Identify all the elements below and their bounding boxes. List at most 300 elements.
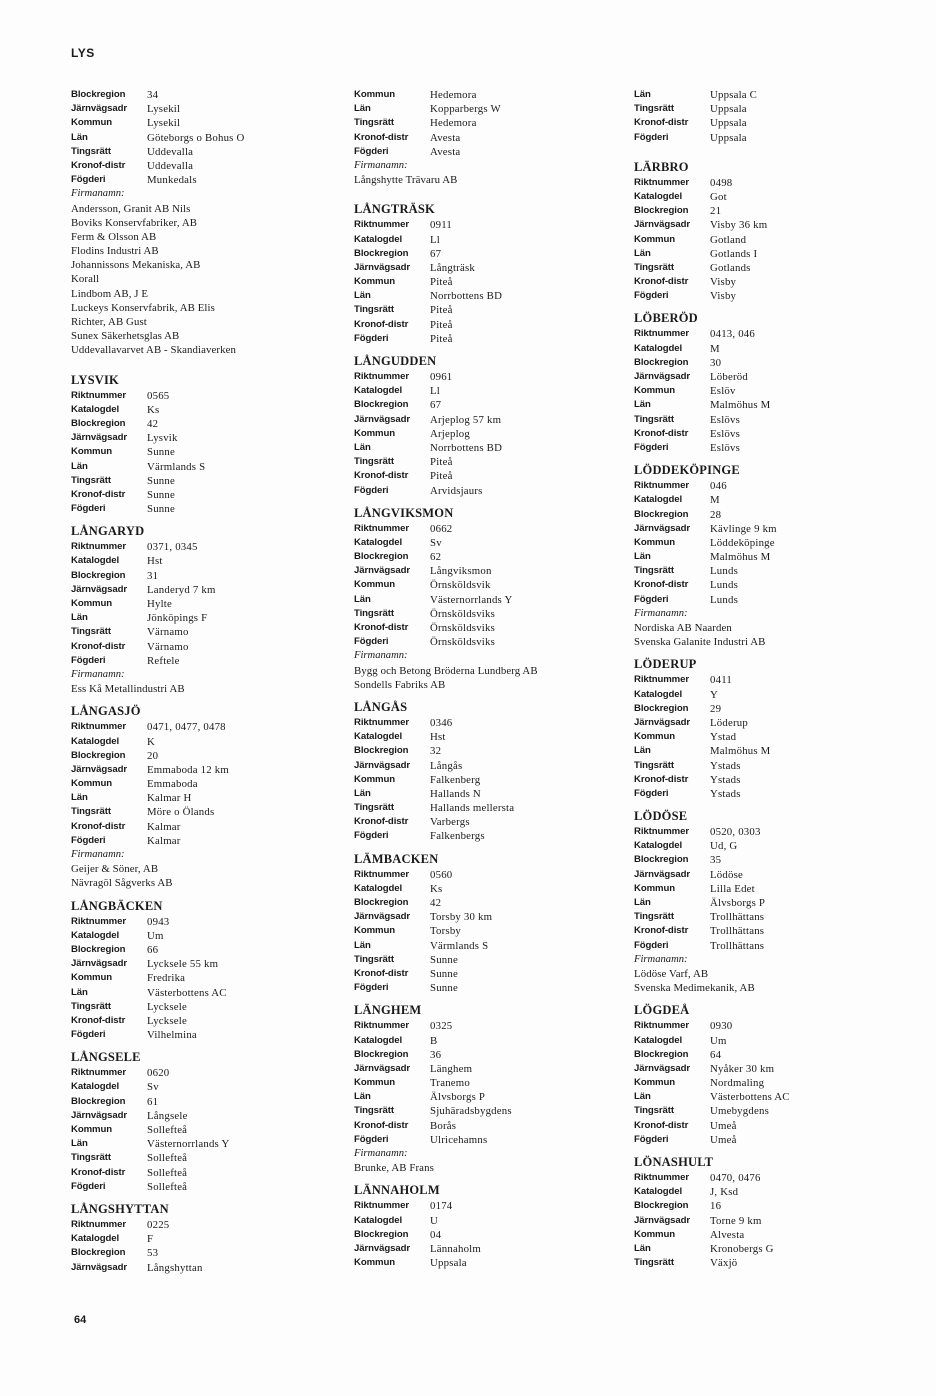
field-row <box>71 1080 341 1094</box>
field-label: Tingsrätt <box>634 759 674 771</box>
field-label: Katalogdel <box>354 536 403 548</box>
field-value: Uppsala <box>430 1257 467 1270</box>
field-label: Katalogdel <box>354 233 403 245</box>
field-row <box>354 981 624 995</box>
field-label: Kommun <box>634 1077 675 1089</box>
field-row <box>634 275 904 289</box>
field-row <box>634 773 904 787</box>
field-value: 0411 <box>710 674 732 687</box>
page-header: LYS <box>71 46 95 60</box>
field-value: Kävlinge 9 km <box>710 522 777 535</box>
field-label: Kronof-distr <box>354 470 409 482</box>
field-row <box>71 131 341 145</box>
field-label: Kommun <box>354 1257 395 1269</box>
field-row <box>71 389 341 403</box>
field-value: Västerbottens AC <box>710 1091 790 1104</box>
field-label: Riktnummer <box>634 480 689 492</box>
field-row <box>71 1066 341 1080</box>
field-row <box>71 159 341 173</box>
field-label: Län <box>71 986 88 998</box>
field-value: Lännaholm <box>430 1242 481 1255</box>
field-label: Järnvägsadr <box>634 1062 690 1074</box>
field-label: Län <box>71 612 88 624</box>
field-value: Ks <box>147 403 160 416</box>
field-row <box>634 673 904 687</box>
field-value: Falkenberg <box>430 773 481 786</box>
field-value: J, Ksd <box>710 1186 739 1199</box>
field-value: Uppsala <box>710 131 747 144</box>
field-label: Kommun <box>354 89 395 100</box>
field-row <box>634 1019 904 1033</box>
field-label: Län <box>354 593 371 605</box>
field-value: 0520, 0303 <box>710 826 761 839</box>
field-row <box>634 398 904 412</box>
field-value: 0961 <box>430 371 453 383</box>
field-row <box>634 479 904 493</box>
field-value: M <box>710 342 720 355</box>
company-name: Brunke, AB Frans <box>354 1162 434 1175</box>
field-label: Län <box>354 103 371 115</box>
field-value: Ystad <box>710 731 737 744</box>
field-value: Torsby 30 km <box>430 911 493 924</box>
field-label: Katalogdel <box>71 929 120 941</box>
field-row <box>354 1256 624 1270</box>
field-label: Län <box>354 290 371 302</box>
field-row <box>71 1000 341 1014</box>
field-value: Värnamo <box>147 626 189 639</box>
field-row <box>71 417 341 431</box>
field-value: Hylte <box>147 598 172 610</box>
field-value: Arvidsjaurs <box>430 484 483 497</box>
column-2 <box>354 88 624 1277</box>
place-name: LÅNGUDDEN <box>354 354 437 368</box>
field-row <box>634 578 904 592</box>
field-value: Norrbottens BD <box>430 290 503 303</box>
field-value: Y <box>710 688 718 701</box>
field-label: Järnvägsadr <box>354 759 410 771</box>
field-label: Riktnummer <box>71 1067 126 1079</box>
field-row <box>634 1133 904 1147</box>
field-row <box>634 1119 904 1133</box>
field-value: 0930 <box>710 1020 733 1033</box>
firmanamn-label: Firmanamn: <box>71 188 125 200</box>
field-value: B <box>430 1034 438 1047</box>
field-label: Riktnummer <box>354 1200 409 1212</box>
field-row <box>354 88 624 102</box>
field-row <box>634 730 904 744</box>
company-name: Ferm & Olsson AB <box>71 230 157 243</box>
field-value: Alvesta <box>710 1228 745 1241</box>
field-row <box>354 578 624 592</box>
field-row <box>354 787 624 801</box>
field-label: Järnvägsadr <box>634 1214 690 1226</box>
field-row <box>634 427 904 441</box>
field-value: 29 <box>710 702 722 715</box>
firmanamn-label: Firmanamn: <box>71 668 125 680</box>
field-value: Länghem <box>430 1062 473 1075</box>
field-row <box>354 384 624 398</box>
field-value: Ulricehamns <box>430 1133 488 1146</box>
field-value: 0565 <box>147 389 170 402</box>
field-label: Kronof-distr <box>71 488 126 500</box>
field-value: Växjö <box>710 1257 738 1270</box>
field-value: 0943 <box>147 915 170 928</box>
field-row <box>71 597 341 611</box>
place-name: LÖGDEÅ <box>634 1003 690 1018</box>
field-value: Ystads <box>710 787 741 800</box>
field-label: Katalogdel <box>71 555 120 567</box>
field-label: Järnvägsadr <box>354 1062 410 1074</box>
field-label: Järnvägsadr <box>354 565 410 577</box>
field-value: Älvsborgs P <box>710 897 766 909</box>
field-row <box>354 522 624 536</box>
field-row <box>634 102 904 116</box>
field-row <box>71 1095 341 1109</box>
field-value: Piteå <box>430 470 453 483</box>
field-row <box>634 204 904 218</box>
field-row <box>634 384 904 398</box>
field-row <box>71 986 341 1000</box>
company-name: Boviks Konservfabriker, AB <box>71 216 198 229</box>
page-number: 64 <box>74 1314 87 1326</box>
field-label: Blockregion <box>634 854 689 866</box>
field-value: Eslövs <box>710 413 740 426</box>
field-label: Blockregion <box>354 1228 409 1240</box>
place-name: LÅNGARYD <box>71 524 145 539</box>
field-label: Kommun <box>634 233 675 245</box>
field-row <box>634 116 904 130</box>
field-value: Malmöhus M <box>710 399 771 412</box>
field-value: Avesta <box>430 145 461 158</box>
field-value: Ud, G <box>710 840 738 853</box>
place-name: LÖDÖSE <box>634 809 688 824</box>
field-label: Katalogdel <box>71 735 120 747</box>
field-row <box>71 403 341 417</box>
column-1 <box>71 88 341 1282</box>
field-value: Visby 36 km <box>710 219 768 232</box>
field-row <box>354 621 624 635</box>
field-row <box>354 1214 624 1228</box>
field-label: Riktnummer <box>354 868 409 880</box>
field-label: Blockregion <box>71 89 126 100</box>
field-row <box>354 550 624 564</box>
field-value: Långås <box>430 759 463 772</box>
field-label: Kommun <box>71 1124 112 1135</box>
field-row <box>71 145 341 159</box>
field-row <box>634 1256 904 1270</box>
field-row <box>71 1166 341 1180</box>
field-value: 0662 <box>430 522 453 535</box>
place-entry <box>71 1049 341 1194</box>
field-value: Um <box>710 1034 727 1047</box>
field-row <box>71 749 341 763</box>
field-value: Örnsköldsviks <box>430 607 495 620</box>
company-name: Nävragöl Sågverks AB <box>71 877 173 890</box>
field-value: Piteå <box>430 276 453 289</box>
field-value: Örnsköldsvik <box>430 579 491 592</box>
field-label: Riktnummer <box>634 674 689 686</box>
field-value: Munkedals <box>147 174 197 187</box>
field-label: Katalogdel <box>634 840 683 852</box>
field-label: Kommun <box>634 882 675 894</box>
field-value: Visby <box>710 276 737 289</box>
place-entry <box>71 372 341 517</box>
field-value: Hst <box>147 555 163 568</box>
field-label: Fögderi <box>634 593 669 605</box>
field-row <box>354 1076 624 1090</box>
field-row <box>71 943 341 957</box>
field-row <box>354 882 624 896</box>
field-row <box>634 1076 904 1090</box>
field-row <box>71 929 341 943</box>
field-label: Järnvägsadr <box>634 716 690 728</box>
field-label: Kommun <box>634 536 675 548</box>
place-entry <box>634 88 904 145</box>
field-label: Blockregion <box>634 1048 689 1060</box>
field-value: Sv <box>430 536 442 549</box>
field-label: Tingsrätt <box>71 474 111 486</box>
field-row <box>634 1090 904 1104</box>
field-label: Katalogdel <box>634 688 683 700</box>
company-name: Svenska Medimekanik, AB <box>634 982 755 995</box>
field-value: Löderup <box>710 716 748 729</box>
field-row <box>71 1014 341 1028</box>
field-row <box>634 1104 904 1118</box>
field-value: Kalmar H <box>147 792 192 805</box>
column-3 <box>634 88 904 1277</box>
field-row <box>634 493 904 507</box>
field-value: Hst <box>430 731 446 744</box>
field-row <box>354 233 624 247</box>
field-label: Blockregion <box>634 508 689 520</box>
field-label: Riktnummer <box>354 1020 409 1032</box>
field-value: 0325 <box>430 1020 453 1033</box>
field-value: Emmaboda <box>147 778 198 791</box>
place-entry <box>354 699 624 844</box>
field-label: Riktnummer <box>634 328 689 340</box>
field-row <box>634 190 904 204</box>
field-value: Kronobergs G <box>710 1242 774 1255</box>
field-label: Tingsrätt <box>71 1000 111 1012</box>
field-label: Kommun <box>354 925 395 937</box>
field-value: Värnamo <box>147 640 189 653</box>
field-label: Kronof-distr <box>354 1119 409 1131</box>
company-name: Uddevallavarvet AB - Skandiaverken <box>71 344 236 357</box>
field-label: Järnvägsadr <box>71 583 127 595</box>
field-value: Västernorrlands Y <box>147 1138 230 1151</box>
field-row <box>634 787 904 801</box>
field-value: 67 <box>430 247 442 260</box>
field-value: Kalmar <box>147 820 181 833</box>
place-name: LÅNGVIKSMON <box>354 505 454 520</box>
company-name: Sondells Fabriks AB <box>354 678 446 691</box>
field-value: Uppsala <box>710 103 747 116</box>
place-name: LÖBERÖD <box>634 311 698 326</box>
field-value: Umeå <box>710 1133 737 1146</box>
field-row <box>71 488 341 502</box>
field-label: Län <box>634 247 651 259</box>
field-row <box>354 1090 624 1104</box>
field-label: Riktnummer <box>354 219 409 231</box>
field-row <box>634 261 904 275</box>
field-value: Ks <box>430 882 443 895</box>
field-label: Blockregion <box>71 569 126 581</box>
field-value: 53 <box>147 1247 159 1260</box>
field-row <box>354 744 624 758</box>
field-label: Järnvägsadr <box>354 911 410 923</box>
field-row <box>634 1199 904 1213</box>
field-row <box>354 635 624 649</box>
field-value: 0470, 0476 <box>710 1172 761 1184</box>
field-row <box>354 455 624 469</box>
place-name: LÅNGSHYTTAN <box>71 1201 169 1216</box>
field-value: Lysekil <box>147 117 181 130</box>
field-label: Katalogdel <box>634 1186 683 1198</box>
field-value: Lycksele <box>147 1014 187 1027</box>
place-name: LÖNASHULT <box>634 1155 714 1169</box>
field-label: Järnvägsadr <box>634 522 690 534</box>
field-value: Löddeköpinge <box>710 536 775 549</box>
field-label: Katalogdel <box>71 1081 120 1093</box>
field-value: Umebygdens <box>710 1105 769 1118</box>
field-row <box>71 777 341 791</box>
field-label: Katalogdel <box>634 1034 683 1046</box>
field-row <box>71 583 341 597</box>
field-label: Järnvägsadr <box>71 958 127 970</box>
field-label: Län <box>634 1091 651 1103</box>
field-label: Kronof-distr <box>634 276 689 288</box>
field-label: Riktnummer <box>71 1218 126 1230</box>
field-label: Kronof-distr <box>71 820 126 832</box>
field-value: 046 <box>710 480 727 493</box>
field-row <box>354 102 624 116</box>
field-row <box>634 868 904 882</box>
field-value: Piteå <box>430 318 453 331</box>
field-row <box>71 474 341 488</box>
field-row <box>71 445 341 459</box>
field-row <box>354 484 624 498</box>
field-row <box>71 1123 341 1137</box>
place-entry <box>354 505 624 692</box>
field-label: Kronof-distr <box>354 816 409 828</box>
field-row <box>71 834 341 848</box>
field-value: Lunds <box>710 579 738 592</box>
field-label: Fögderi <box>634 1133 669 1145</box>
field-label: Kronof-distr <box>634 925 689 937</box>
field-label: Blockregion <box>354 1048 409 1060</box>
field-label: Fögderi <box>71 503 106 515</box>
field-label: Län <box>634 745 651 757</box>
field-row <box>354 759 624 773</box>
field-row <box>354 1119 624 1133</box>
field-row <box>354 427 624 441</box>
field-row <box>354 536 624 550</box>
field-value: Torne 9 km <box>710 1214 762 1227</box>
field-row <box>354 607 624 621</box>
field-value: Långshyttan <box>147 1261 203 1274</box>
company-name: Luckeys Konservfabrik, AB Elis <box>71 301 215 314</box>
field-label: Tingsrätt <box>354 607 394 619</box>
field-value: Arjeplog <box>430 427 470 440</box>
field-label: Järnvägsadr <box>71 432 127 444</box>
field-value: 64 <box>710 1048 722 1061</box>
place-entry <box>634 462 904 649</box>
field-value: Värmlands S <box>147 460 206 473</box>
field-label: Kommun <box>354 773 395 785</box>
field-label: Tingsrätt <box>634 103 674 115</box>
field-value: Eslövs <box>710 441 740 454</box>
field-value: Gotlands <box>710 261 751 274</box>
field-label: Blockregion <box>354 897 409 908</box>
field-value: Tranemo <box>430 1077 470 1090</box>
field-row <box>354 370 624 384</box>
field-value: Malmöhus M <box>710 745 771 758</box>
field-value: Trollhättans <box>710 925 765 938</box>
field-row <box>354 868 624 882</box>
field-row <box>71 1261 341 1275</box>
field-row <box>354 815 624 829</box>
field-label: Blockregion <box>71 749 126 761</box>
company-name: Lindbom AB, J E <box>71 287 149 300</box>
field-value: Lysekil <box>147 103 181 116</box>
field-label: Tingsrätt <box>354 953 394 965</box>
field-value: Hedemora <box>430 89 477 101</box>
place-name: LÄNGHEM <box>354 1003 422 1018</box>
field-value: Nyåker 30 km <box>710 1062 775 1075</box>
field-value: Visby <box>710 290 737 303</box>
field-label: Tingsrätt <box>354 802 394 814</box>
company-name: Långshytte Trävaru AB <box>354 174 458 187</box>
field-label: Katalogdel <box>354 385 403 397</box>
field-value: U <box>430 1214 438 1227</box>
place-entry <box>354 1182 624 1270</box>
field-row <box>354 1133 624 1147</box>
field-value: Varbergs <box>430 816 470 829</box>
field-row <box>71 915 341 929</box>
place-name: LÄMBACKEN <box>354 851 439 866</box>
field-label: Katalogdel <box>71 1233 120 1245</box>
field-row <box>354 441 624 455</box>
field-value: Västerbottens AC <box>147 986 227 999</box>
field-row <box>634 1242 904 1256</box>
field-label: Tingsrätt <box>634 413 674 425</box>
field-label: Fögderi <box>354 484 389 496</box>
field-value: Norrbottens BD <box>430 441 503 454</box>
field-value: Kalmar <box>147 834 181 847</box>
field-row <box>71 820 341 834</box>
field-label: Län <box>634 1242 651 1254</box>
field-label: Fögderi <box>354 636 389 648</box>
field-label: Riktnummer <box>71 721 126 733</box>
field-value: Got <box>710 190 727 203</box>
field-label: Län <box>354 441 371 453</box>
field-row <box>71 431 341 445</box>
place-entry <box>634 808 904 995</box>
field-row <box>634 564 904 578</box>
field-row <box>71 102 341 116</box>
field-value: Umeå <box>710 1119 737 1132</box>
field-label: Fögderi <box>71 174 106 186</box>
firmanamn-label: Firmanamn: <box>71 849 125 860</box>
field-label: Kommun <box>634 385 675 397</box>
field-label: Blockregion <box>71 417 126 429</box>
field-row <box>634 825 904 839</box>
field-label: Järnvägsadr <box>71 1261 127 1273</box>
field-value: Sollefteå <box>147 1152 188 1165</box>
field-label: Kommun <box>71 446 112 458</box>
field-value: Sunne <box>430 953 458 966</box>
field-row <box>354 1048 624 1062</box>
